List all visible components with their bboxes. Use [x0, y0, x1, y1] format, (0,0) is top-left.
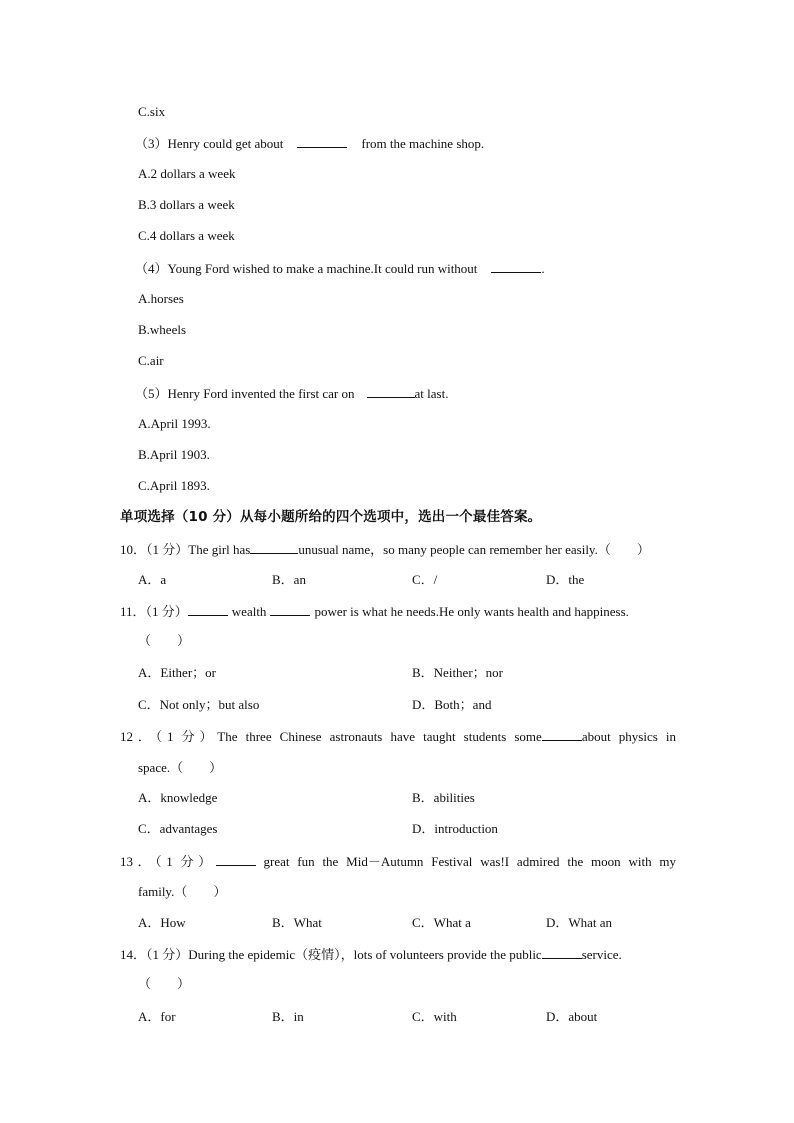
- q13-option-c: C．What a: [412, 915, 471, 930]
- q14-stem: 14．（1 分）During the epidemic（疫情），lots of volunteers provide the public service.: [120, 947, 622, 962]
- q5-option-b: B.April 1903.: [138, 447, 210, 462]
- q13-option-d: D．What an: [546, 915, 613, 930]
- q5-option-a: A.April 1993.: [138, 416, 211, 431]
- q4-option-a: A.horses: [138, 291, 184, 306]
- answer-blank: [188, 603, 228, 616]
- q2-option-c: C.six: [138, 104, 166, 119]
- answer-blank: [542, 728, 582, 741]
- q11-option-c: C．Not only；but also: [138, 697, 260, 712]
- answer-blank: [367, 385, 415, 398]
- q11-option-a: A．Either；or: [138, 665, 216, 680]
- q14-option-a: A．for: [138, 1009, 176, 1024]
- q13-option-a: A．How: [138, 915, 186, 930]
- q11-stem: 11．（1 分） wealth power is what he needs.He only wants health and happiness.: [120, 604, 629, 619]
- q12-option-d: D．introduction: [412, 821, 498, 836]
- q12-option-a: A．knowledge: [138, 790, 218, 805]
- q13-option-b: B．What: [272, 915, 322, 930]
- answer-blank: [542, 946, 582, 959]
- answer-blank: [250, 541, 298, 554]
- q3-stem: （3）Henry could get about from the machine shop.: [135, 136, 485, 151]
- q11-paren: （ ）: [138, 633, 191, 648]
- q10-stem: 10．（1 分）The girl has unusual name，so many people can remember her easily.（ ）: [120, 542, 650, 557]
- q12-stem: 12．（1 分）The three Chinese astronauts have taught students some about physics in: [120, 729, 677, 744]
- q3-option-a: A.2 dollars a week: [138, 166, 236, 181]
- q3-option-b: B.3 dollars a week: [138, 197, 235, 212]
- q10-option-b: B．an: [272, 572, 306, 587]
- answer-blank: [491, 260, 541, 273]
- answer-blank: [216, 853, 256, 866]
- q11-option-d: D．Both；and: [412, 697, 492, 712]
- answer-blank: [270, 603, 310, 616]
- q10-option-c: C．/: [412, 572, 438, 587]
- q3-option-c: C.4 dollars a week: [138, 228, 235, 243]
- answer-blank: [297, 135, 347, 148]
- q14-option-c: C．with: [412, 1009, 457, 1024]
- q12-option-b: B．abilities: [412, 790, 475, 805]
- q10-option-d: D．the: [546, 572, 585, 587]
- q13-stem: 13．（1 分） great fun the Mid－Autumn Festival was!I admired the moon with my: [120, 854, 677, 869]
- q4-option-b: B.wheels: [138, 322, 187, 337]
- q4-stem: （4）Young Ford wished to make a machine.It could run without .: [135, 261, 545, 276]
- q14-option-d: D．about: [546, 1009, 598, 1024]
- q5-option-c: C.April 1893.: [138, 478, 210, 493]
- q5-stem: （5）Henry Ford invented the first car on at last.: [135, 386, 449, 401]
- q14-paren: （ ）: [138, 976, 191, 991]
- q12-option-c: C．advantages: [138, 821, 218, 836]
- q4-option-c: C.air: [138, 353, 164, 368]
- q14-option-b: B．in: [272, 1009, 304, 1024]
- q11-option-b: B．Neither；nor: [412, 665, 503, 680]
- section-heading: 单项选择（10 分）从每小题所给的四个选项中，选出一个最佳答案。: [120, 509, 542, 525]
- q12-stem-cont: space.（ ）: [138, 760, 223, 775]
- q10-option-a: A．a: [138, 572, 167, 587]
- q13-stem-cont: family.（ ）: [138, 884, 227, 899]
